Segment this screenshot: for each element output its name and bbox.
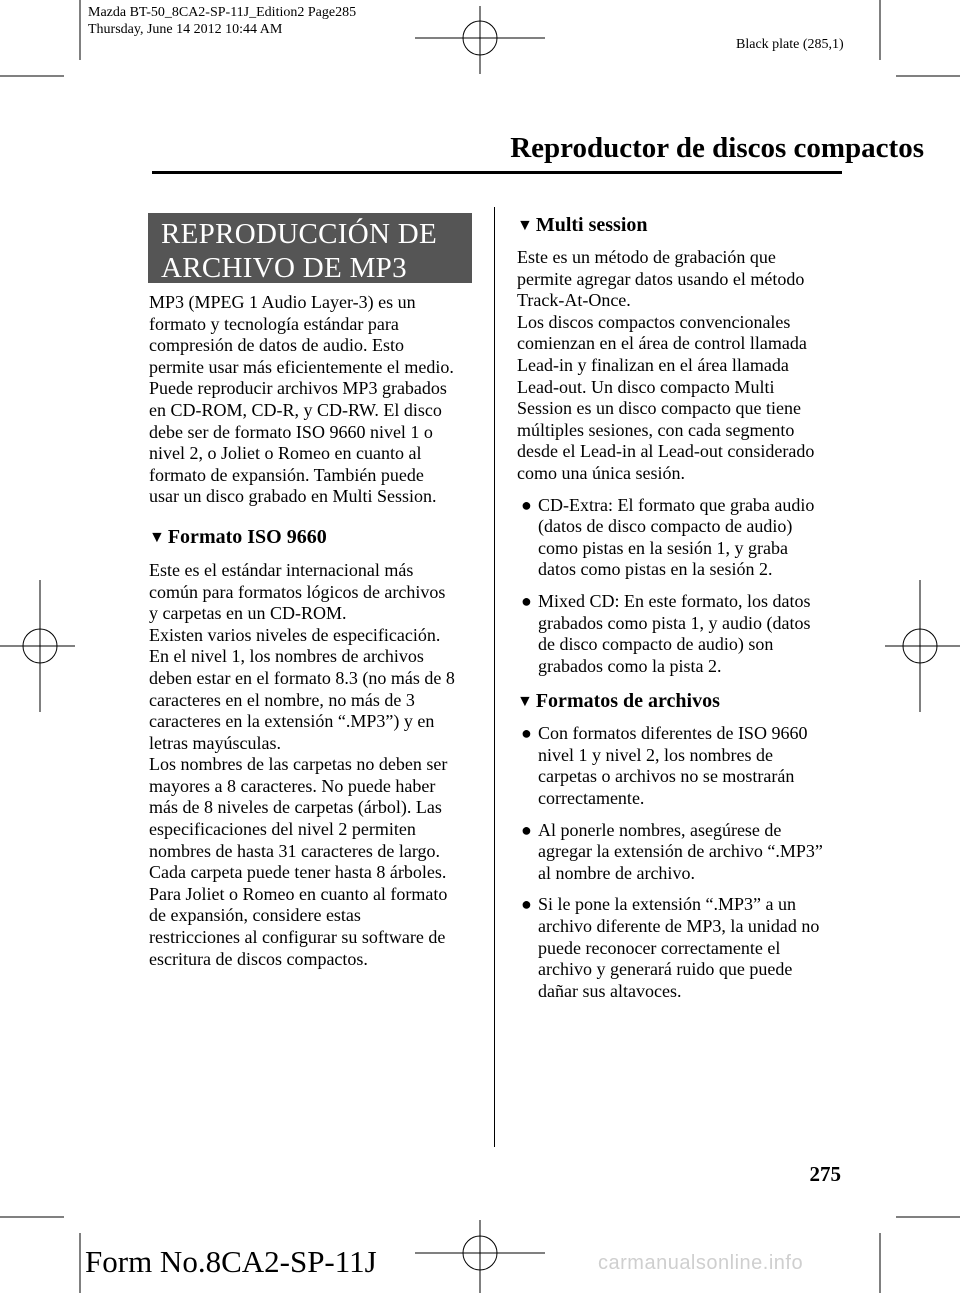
section-title: Reproductor de discos compactos	[510, 132, 924, 164]
triangle-marker-icon: ▼	[517, 217, 533, 234]
registration-mark-right	[885, 580, 960, 712]
formats-bullet-list	[517, 723, 847, 1002]
page-number: 275	[809, 1162, 841, 1186]
multi-bullet-list	[517, 495, 847, 678]
iso-heading	[149, 525, 479, 549]
left-column	[149, 292, 479, 970]
column-divider	[494, 207, 495, 1147]
multi-heading	[517, 213, 847, 237]
watermark: carmanualsonline.info	[598, 1252, 804, 1274]
multi-heading-text: Multi session	[535, 214, 648, 236]
bullet-icon: ●	[521, 819, 532, 840]
bullet-icon: ●	[521, 723, 532, 744]
form-number: Form No.8CA2-SP-11J	[85, 1244, 377, 1279]
triangle-marker-icon: ▼	[149, 528, 165, 546]
plate-info-line2: Thursday, June 14 2012 10:44 AM	[88, 22, 283, 37]
triangle-marker-icon: ▼	[517, 693, 533, 711]
list-item: ● Al ponerle nombres, asegúrese de agregar la extensión de archivo “.MP3” al nombre de archivo.	[521, 819, 823, 883]
intro-paragraph: MP3 (MPEG 1 Audio Layer-3) es un formato y tecnología estándar para compresión de datos de audio. Esto permite usar más eficientemente el medio. Puede reproducir archivos MP3 grabados en CD-ROM, CD-R, y CD-RW. El disco debe ser de formato ISO 9660 nivel 1 o nivel 2, o Joliet o Romeo en cuanto al formato de expansión. También puede usar un disco grabado en Multi Session.	[149, 292, 454, 507]
list-item: ● Mixed CD: En este formato, los datos grabados como pista 1, y audio (datos de disco compacto de audio) son grabados como la pista 2.	[521, 590, 811, 676]
bullet-icon: ●	[521, 894, 532, 915]
bullet-icon: ●	[521, 494, 532, 515]
list-item: ● Con formatos diferentes de ISO 9660 nivel 1 y nivel 2, los nombres de carpetas o archivos no se mostrarán correctamente.	[521, 723, 808, 809]
right-column	[517, 213, 847, 1012]
bullet-icon: ●	[521, 590, 532, 611]
section-banner: REPRODUCCIÓN DE ARCHIVO DE MP3	[148, 213, 472, 283]
list-item: ● Si le pone la extensión “.MP3” a un archivo diferente de MP3, la unidad no puede reconocer correctamente el archivo y generará ruido que puede dañar sus altavoces.	[521, 894, 820, 1001]
header-rule	[152, 171, 842, 174]
registration-mark-left	[0, 580, 75, 712]
plate-info-line1: Mazda BT-50_8CA2-SP-11J_Edition2 Page285	[88, 5, 357, 20]
iso-paragraph: Este es el estándar internacional más común para formatos lógicos de archivos y carpetas en un CD-ROM. Existen varios niveles de especificación. En el nivel 1, los nombres de archivos deben estar en el formato 8.3 (no más de 8 caracteres en el nombre, no más de 3 caracteres en la extensión “.MP3”) y en letras mayúsculas. Los nombres de las carpetas no deben ser mayores a 8 caracteres. No puede haber más de 8 niveles de carpetas (árbol). Las especificaciones del nivel 2 permiten nombres de hasta 31 caracteres de largo. Cada carpeta puede tener hasta 8 árboles. Para Joliet o Romeo en cuanto al formato de expansión, considere estas restricciones al configurar su software de escritura de discos compactos.	[149, 559, 455, 969]
formats-heading-text: Formatos de archivos	[535, 690, 720, 713]
registration-mark-top	[415, 6, 545, 74]
list-item: ● CD-Extra: El formato que graba audio (datos de disco compacto de audio) como pistas en la sesión 1, y graba datos como pistas en la sesión 2.	[521, 494, 815, 580]
multi-paragraph: Este es un método de grabación que permite agregar datos usando el método Track-At-Once. Los discos compactos convencionales comienzan en el área de control llamada Lead-in y finalizan en el área llamada Lead-out. Un disco compacto Multi Session es un disco compacto que tiene múltiples sesiones, con cada segmento desde el Lead-in al Lead-out considerado como una única sesión.	[517, 247, 815, 483]
iso-heading-text: Formato ISO 9660	[167, 525, 327, 548]
black-plate-label: Black plate (285,1)	[736, 37, 844, 52]
registration-mark-bottom	[415, 1220, 545, 1293]
formats-heading	[517, 689, 847, 713]
